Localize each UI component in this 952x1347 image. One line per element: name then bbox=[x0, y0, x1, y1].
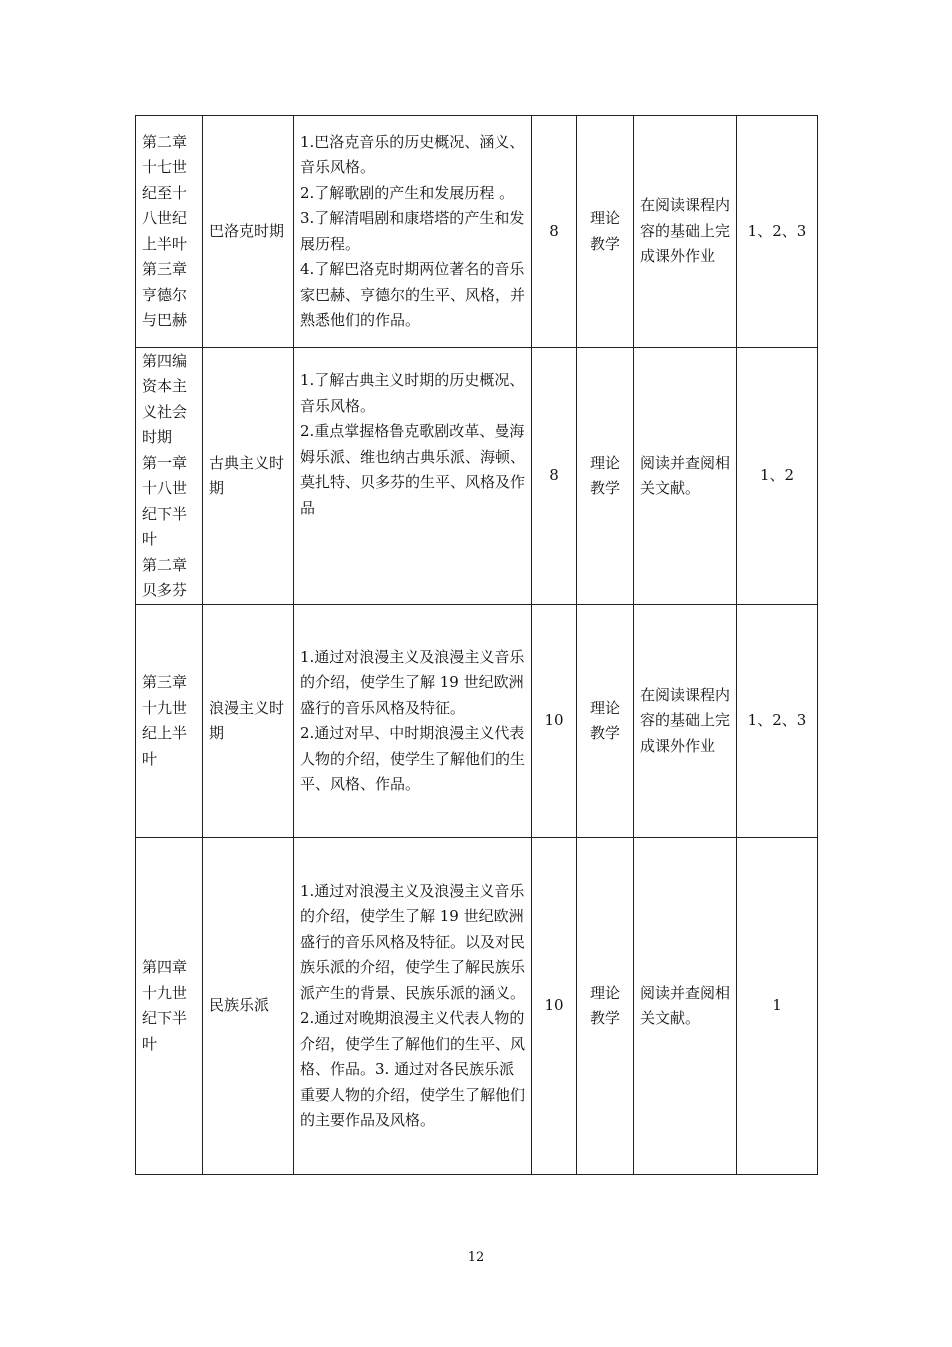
method-cell: 理论教学 bbox=[577, 605, 634, 838]
period-cell: 巴洛克时期 bbox=[203, 116, 294, 348]
hours-cell: 8 bbox=[532, 348, 577, 605]
table-row bbox=[136, 348, 818, 605]
content-cell: 1.了解古典主义时期的历史概况、音乐风格。 2.重点掌握格鲁克歌剧改革、曼海姆乐派、维也纳古典乐派、海顿、莫扎特、贝多芬的生平、风格及作品 bbox=[294, 348, 532, 605]
objectives-cell: 1 bbox=[737, 838, 818, 1175]
objectives-cell: 1、2、3 bbox=[737, 116, 818, 348]
table-row bbox=[136, 838, 818, 1175]
method-cell: 理论教学 bbox=[577, 838, 634, 1175]
content-cell: 1.巴洛克音乐的历史概况、涵义、音乐风格。 2.了解歌剧的产生和发展历程 。 3.了解清唱剧和康塔塔的产生和发展历程。 4.了解巴洛克时期两位著名的音乐家巴赫、亨德尔的生平、风格，并熟悉他们的作品。 bbox=[294, 116, 532, 348]
requirement-cell: 阅读并查阅相关文献。 bbox=[634, 348, 737, 605]
chapter-cell: 第三章 十九世 纪上半 叶 bbox=[136, 605, 203, 838]
period-cell: 古典主义时期 bbox=[203, 348, 294, 605]
method-cell: 理论教学 bbox=[577, 116, 634, 348]
method-cell: 理论教学 bbox=[577, 348, 634, 605]
page-number: 12 bbox=[467, 1250, 485, 1265]
period-cell: 民族乐派 bbox=[203, 838, 294, 1175]
requirement-cell: 阅读并查阅相关文献。 bbox=[634, 838, 737, 1175]
period-cell: 浪漫主义时期 bbox=[203, 605, 294, 838]
chapter-cell: 第二章 十七世 纪至十 八世纪 上半叶 第三章 亨德尔 与巴赫 bbox=[136, 116, 203, 348]
content-cell: 1.通过对浪漫主义及浪漫主义音乐的介绍，使学生了解 19 世纪欧洲盛行的音乐风格及特征。以及对民族乐派的介绍，使学生了解民族乐派产生的背景、民族乐派的涵义。 2.通过对晚期浪漫主义代表人物的介绍，使学生了解他们的生平、风格、作品。3. 通过对各民族乐派重要人物的介绍，使学生了解他们的主要作品及风格。 bbox=[294, 838, 532, 1175]
content-cell: 1.通过对浪漫主义及浪漫主义音乐的介绍，使学生了解 19 世纪欧洲盛行的音乐风格及特征。 2.通过对早、中时期浪漫主义代表人物的介绍，使学生了解他们的生平、风格、作品。 bbox=[294, 605, 532, 838]
chapter-cell: 第四章 十九世 纪下半 叶 bbox=[136, 838, 203, 1175]
hours-cell: 8 bbox=[532, 116, 577, 348]
hours-cell: 10 bbox=[532, 838, 577, 1175]
table-row bbox=[136, 605, 818, 838]
syllabus-table bbox=[135, 115, 818, 1175]
requirement-cell: 在阅读课程内容的基础上完成课外作业 bbox=[634, 605, 737, 838]
table-row bbox=[136, 116, 818, 348]
requirement-cell: 在阅读课程内容的基础上完成课外作业 bbox=[634, 116, 737, 348]
hours-cell: 10 bbox=[532, 605, 577, 838]
objectives-cell: 1、2 bbox=[737, 348, 818, 605]
chapter-cell: 第四编 资本主 义社会 时期 第一章 十八世 纪下半 叶 第二章 贝多芬 bbox=[136, 348, 203, 605]
objectives-cell: 1、2、3 bbox=[737, 605, 818, 838]
